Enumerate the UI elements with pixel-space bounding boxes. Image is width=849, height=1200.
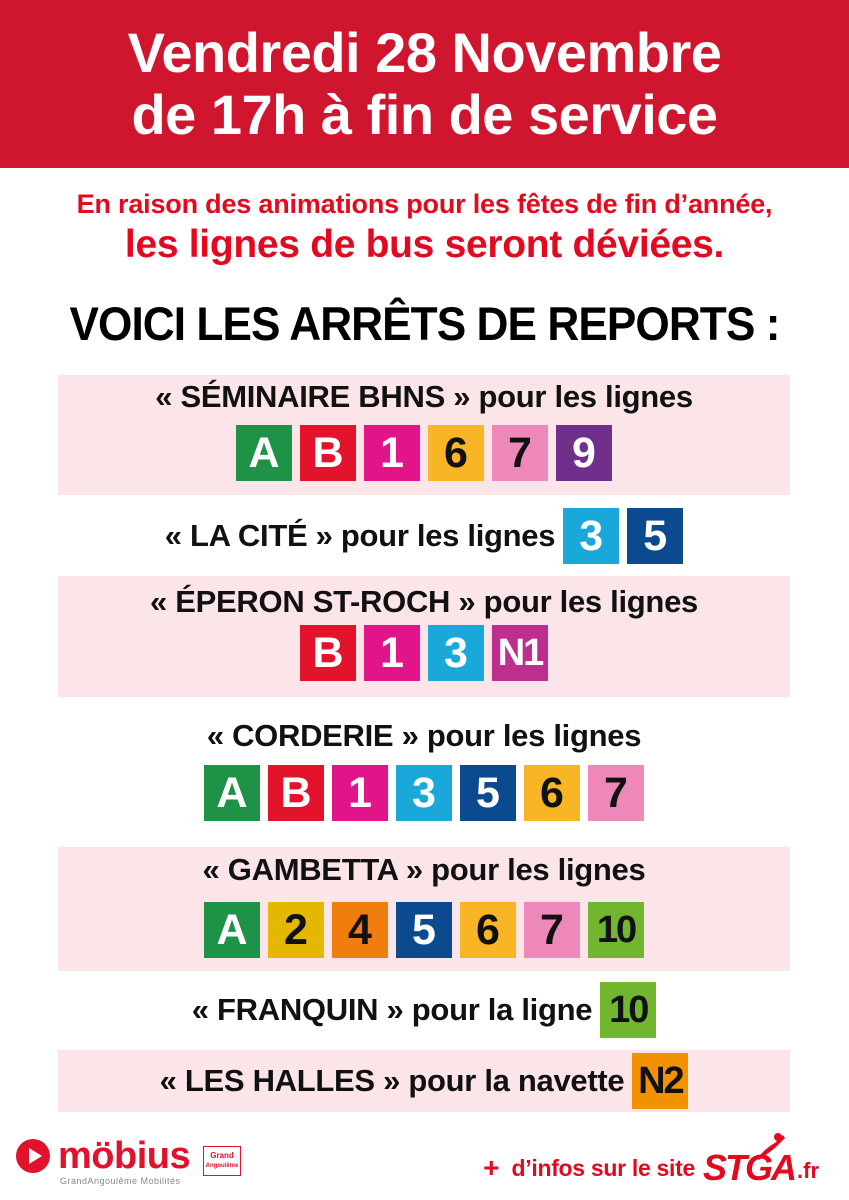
stop-eperon-st-roch bbox=[58, 576, 790, 697]
line-badge-b: B bbox=[268, 765, 324, 821]
plus-sign: + bbox=[483, 1152, 500, 1183]
line-badge-3: 3 bbox=[428, 625, 484, 681]
line-badge-a: A bbox=[204, 765, 260, 821]
stop-row bbox=[58, 982, 790, 1038]
line-badge-1: 1 bbox=[364, 625, 420, 681]
line-badge-4: 4 bbox=[332, 902, 388, 958]
subtitle-deviation: les lignes de bus seront déviées. bbox=[124, 223, 725, 266]
footer-info bbox=[483, 1147, 849, 1188]
line-badge-6: 6 bbox=[460, 902, 516, 958]
line-badges bbox=[58, 425, 790, 481]
grand-logo-line2: Angoulême bbox=[205, 1163, 239, 1169]
line-badge-2: 2 bbox=[268, 902, 324, 958]
line-badge-10: 10 bbox=[588, 902, 644, 958]
stop-title: « CORDERIE » pour les lignes bbox=[206, 718, 642, 753]
grand-logo-line1: Grand bbox=[210, 1151, 234, 1160]
line-badge-n1: N1 bbox=[492, 625, 548, 681]
line-badge-a: A bbox=[236, 425, 292, 481]
mobius-wordmark: möbius bbox=[58, 1135, 191, 1177]
line-badge-7: 7 bbox=[492, 425, 548, 481]
line-badges bbox=[563, 508, 683, 564]
line-badge-5: 5 bbox=[627, 508, 683, 564]
line-badge-9: 9 bbox=[556, 425, 612, 481]
stop-title: « ÉPERON ST-ROCH » pour les lignes bbox=[150, 584, 698, 619]
line-badge-a: A bbox=[204, 902, 260, 958]
line-badges bbox=[58, 902, 790, 958]
stop-row bbox=[58, 1053, 790, 1109]
line-badge-1: 1 bbox=[332, 765, 388, 821]
stop-corderie bbox=[58, 710, 790, 835]
stop-la-cite bbox=[58, 505, 790, 565]
stop-gambetta bbox=[58, 847, 790, 971]
date-banner bbox=[0, 0, 849, 168]
line-badge-7: 7 bbox=[524, 902, 580, 958]
stop-title: « SÉMINAIRE BHNS » pour les lignes bbox=[155, 379, 693, 414]
line-badge-b: B bbox=[300, 625, 356, 681]
page-heading: VOICI LES ARRÊTS DE REPORTS : bbox=[69, 297, 780, 350]
stga-suffix: .fr bbox=[797, 1158, 819, 1184]
stop-franquin bbox=[58, 978, 790, 1038]
mobius-tagline: GrandAngoulême Mobilités bbox=[60, 1176, 181, 1186]
stop-les-halles bbox=[58, 1050, 790, 1112]
mobius-logo bbox=[16, 1137, 190, 1175]
stop-title: « FRANQUIN » pour la ligne bbox=[191, 992, 593, 1027]
stop-title: « LES HALLES » pour la navette bbox=[159, 1063, 625, 1098]
info-text: d’infos sur le site bbox=[511, 1154, 695, 1181]
stop-title: « LA CITÉ » pour les lignes bbox=[164, 518, 556, 553]
subtitle-reason: En raison des animations pour les fêtes de fin d’année, bbox=[76, 189, 773, 219]
line-badge-5: 5 bbox=[396, 902, 452, 958]
line-badge-6: 6 bbox=[524, 765, 580, 821]
line-badge-3: 3 bbox=[563, 508, 619, 564]
line-badges bbox=[58, 625, 790, 681]
line-badge-10: 10 bbox=[600, 982, 656, 1038]
line-badge-7: 7 bbox=[588, 765, 644, 821]
line-badges bbox=[600, 982, 656, 1038]
stop-row bbox=[58, 508, 790, 564]
stga-wordmark: STGA bbox=[702, 1147, 795, 1188]
stga-logo[interactable] bbox=[702, 1147, 819, 1188]
stga-figure-icon bbox=[755, 1132, 787, 1160]
line-badges bbox=[632, 1053, 688, 1109]
line-badge-b: B bbox=[300, 425, 356, 481]
grand-angouleme-logo bbox=[203, 1146, 241, 1176]
line-badges bbox=[58, 765, 790, 821]
line-badge-5: 5 bbox=[460, 765, 516, 821]
line-badge-3: 3 bbox=[396, 765, 452, 821]
line-badge-1: 1 bbox=[364, 425, 420, 481]
stop-title: « GAMBETTA » pour les lignes bbox=[202, 852, 646, 887]
line-badge-n2: N2 bbox=[632, 1053, 688, 1109]
banner-date: Vendredi 28 Novembre bbox=[127, 21, 722, 84]
play-icon bbox=[16, 1139, 50, 1173]
banner-time: de 17h à fin de service bbox=[131, 83, 718, 146]
line-badge-6: 6 bbox=[428, 425, 484, 481]
stop-seminaire-bhns bbox=[58, 375, 790, 495]
